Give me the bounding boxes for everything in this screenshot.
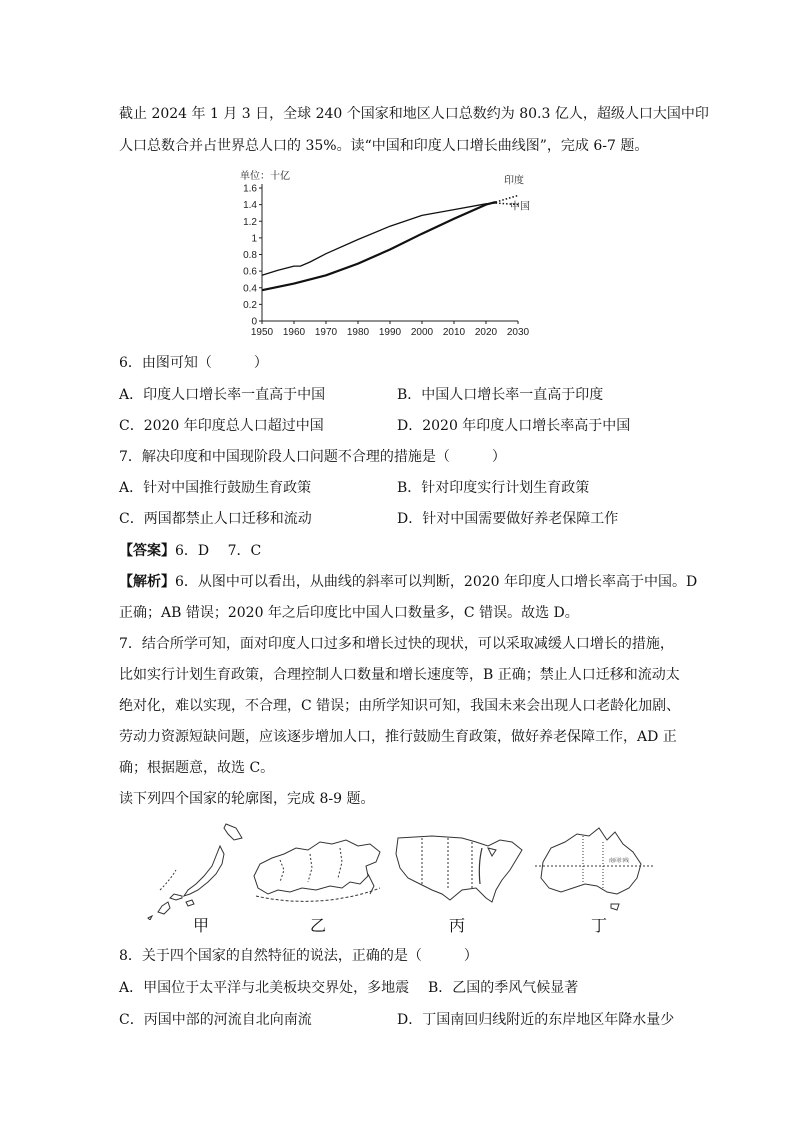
chart-x-tick-label: 1970 [314, 327, 338, 338]
chart-unit-label: 单位：十亿 [240, 171, 290, 182]
q6-option-b[interactable]: B．中国人口增长率一直高于印度 [397, 387, 604, 403]
map-label-yi: 乙 [310, 916, 327, 935]
q6-stem: 6．由图可知（ ） [119, 355, 268, 371]
q8-option-a[interactable]: A．甲国位于太平洋与北美板块交界处，多地震 [119, 980, 410, 996]
analysis-line-7: 确；根据题意，故选 C。 [119, 760, 275, 776]
answer-line [119, 541, 261, 561]
chart-y-tick-label: 0.8 [243, 250, 257, 261]
answer-text: 6．D 7．C [175, 543, 262, 559]
map-ding-australia [533, 822, 658, 914]
series-line-1 [262, 203, 496, 275]
chart-y-tick-label: 0 [251, 316, 257, 328]
q7-stem: 7．解决印度和中国现阶段人口问题不合理的措施是（ ） [119, 449, 506, 465]
chart-x-tick-label: 1950 [250, 327, 274, 338]
map-bing-usa [392, 828, 532, 913]
chart-x-tick-label: 2010 [442, 327, 466, 338]
chart-y-tick-label: 0.6 [243, 266, 257, 278]
map-label-jia: 甲 [193, 916, 210, 935]
analysis-line-5: 绝对化，难以实现，不合理，C 错误；由所学知识可知，我国未来会出现人口老龄化加剧、 [119, 698, 681, 714]
q8-option-c[interactable]: C．丙国中部的河流自北向南流 [119, 1012, 312, 1028]
analysis-line-4: 比如实行计划生育政策，合理控制人口数量和增长速度等，B 正确；禁止人口迁移和流动太 [119, 667, 680, 683]
chart-y-tick-label: 1 [251, 233, 257, 245]
map-jia-japan [140, 820, 250, 920]
chart-x-tick-label: 1990 [378, 327, 402, 338]
map-yi-russia [250, 830, 385, 910]
analysis-line-6: 劳动力资源短缺问题，应该逐步增加人口，推行鼓励生育政策，做好养老保障工作，AD 正 [119, 729, 677, 745]
maps-intro: 读下列四个国家的轮廓图，完成 8-9 题。 [119, 791, 375, 807]
q6-option-d[interactable]: D．2020 年印度人口增长率高于中国 [397, 418, 631, 434]
map-label-ding: 丁 [591, 916, 608, 935]
q6-option-c[interactable]: C．2020 年印度总人口超过中国 [119, 418, 324, 434]
q8-stem: 8．关于四个国家的自然特征的说法，正确的是（ ） [119, 948, 478, 964]
chart-y-tick-label: 0.4 [243, 283, 257, 295]
chart-y-tick-label: 1.6 [243, 183, 257, 195]
analysis-line-2: 正确；AB 错误；2020 年之后印度比中国人口数量多，C 错误。故选 D。 [119, 605, 579, 621]
intro-line-1: 截止 2024 年 1 月 3 日，全球 240 个国家和地区人口总数约为 80.3 亿人，超级人口大国中印 [119, 106, 709, 122]
q8-option-b[interactable]: B．乙国的季风气候显著 [428, 980, 579, 996]
series-label-0: 印度 [504, 175, 524, 187]
chart-y-tick-label: 0.2 [243, 299, 257, 311]
q7-option-a[interactable]: A．针对中国推行鼓励生育政策 [119, 480, 312, 496]
chart-x-tick-label: 1960 [282, 327, 306, 338]
chart-y-tick-label: 1.4 [243, 200, 257, 212]
tropic-label: 南回归线 [609, 858, 630, 864]
q7-option-c[interactable]: C．两国都禁止人口迁移和流动 [119, 511, 312, 527]
q8-option-d[interactable]: D．丁国南回归线附近的东岸地区年降水量少 [397, 1012, 675, 1028]
q7-option-b[interactable]: B．针对印度实行计划生育政策 [397, 480, 590, 496]
chart-x-tick-label: 2020 [474, 327, 498, 338]
analysis-line-1 [119, 572, 697, 592]
chart-x-tick-label: 2030 [506, 327, 530, 338]
analysis-text-1: 6．从图中可以看出，从曲线的斜率可以判断，2020 年印度人口增长率高于中国。D [175, 574, 698, 590]
chart-x-tick-label: 2000 [410, 327, 434, 338]
chart-y-tick-label: 1.2 [243, 216, 257, 228]
analysis-tag: 【解析】 [119, 574, 175, 590]
chart-x-tick-label: 1980 [346, 327, 370, 338]
population-growth-chart [236, 168, 556, 340]
map-label-bing: 丙 [449, 916, 466, 935]
series-label-1: 中国 [510, 201, 530, 213]
q6-option-a[interactable]: A．印度人口增长率一直高于中国 [119, 387, 326, 403]
series-line-0 [262, 202, 496, 290]
q7-option-d[interactable]: D．针对中国需要做好养老保障工作 [397, 511, 619, 527]
intro-line-2: 人口总数合并占世界总人口的 35%。读“中国和印度人口增长曲线图”，完成 6-7 题。 [119, 138, 649, 154]
analysis-line-3: 7．结合所学可知，面对印度人口过多和增长过快的现状，可以采取减缓人口增长的措施， [119, 636, 674, 652]
answer-tag: 【答案】 [119, 543, 175, 559]
